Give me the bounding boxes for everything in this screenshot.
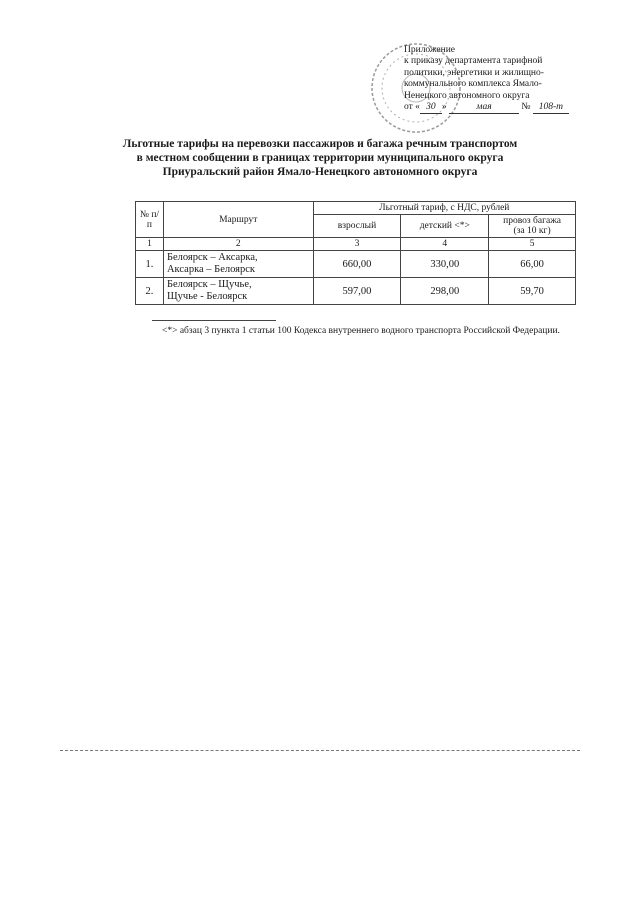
order-number: 108-т	[533, 102, 569, 114]
footnote: <*> абзац 3 пункта 1 статьи 100 Кодекса внутреннего водного транспорта Российской Федерации.	[162, 326, 560, 336]
title-line: Приуральский район Ямало-Ненецкого автономного округа	[162, 166, 478, 178]
header-adult: взрослый	[313, 215, 401, 238]
header-baggage-line1: провоз багажа	[503, 216, 561, 226]
row-adult: 597,00	[313, 278, 401, 305]
header-tariff-group: Льготный тариф, с НДС, рублей	[313, 202, 575, 215]
route-line: Щучье - Белоярск	[166, 291, 248, 302]
col-number: 3	[313, 238, 401, 251]
date-month: мая	[449, 102, 519, 114]
header-route: Маршрут	[163, 202, 313, 238]
date-day: 30	[420, 102, 442, 114]
route-line: Аксарка – Белоярск	[166, 264, 255, 275]
footnote-divider	[152, 320, 276, 321]
col-number: 1	[136, 238, 164, 251]
appendix-line: Приложение	[404, 45, 455, 55]
header-baggage	[489, 215, 576, 238]
appendix-header	[404, 45, 594, 114]
table-row	[136, 278, 576, 305]
route-line: Белоярск – Аксарка,	[166, 252, 258, 263]
table-row	[136, 251, 576, 278]
col-number: 5	[489, 238, 576, 251]
document-title	[100, 137, 540, 179]
column-number-row	[136, 238, 576, 251]
route-line: Белоярск – Щучье,	[166, 279, 252, 290]
date-mid: »	[441, 102, 447, 113]
number-prefix: №	[521, 102, 531, 113]
header-child: детский <*>	[401, 215, 489, 238]
row-num: 1.	[136, 251, 164, 278]
appendix-date-line	[404, 102, 594, 114]
page-bottom-divider	[60, 750, 580, 751]
col-number: 2	[163, 238, 313, 251]
tariff-table	[135, 201, 576, 305]
row-baggage: 66,00	[489, 251, 576, 278]
row-adult: 660,00	[313, 251, 401, 278]
appendix-line: к приказу департамента тарифной	[404, 56, 543, 67]
row-num: 2.	[136, 278, 164, 305]
col-number: 4	[401, 238, 489, 251]
row-baggage: 59,70	[489, 278, 576, 305]
row-child: 298,00	[401, 278, 489, 305]
row-route	[163, 251, 313, 278]
title-line: в местном сообщении в границах территории муниципального округа	[136, 152, 504, 164]
appendix-line: коммунального комплекса Ямало-	[404, 79, 542, 90]
header-num: № п/п	[136, 202, 164, 238]
header-baggage-line2: (за 10 кг)	[513, 226, 551, 236]
title-line: Льготные тарифы на перевозки пассажиров и багажа речным транспортом	[122, 138, 518, 150]
date-prefix: от «	[404, 102, 420, 113]
appendix-line: Ненецкого автономного округа	[404, 90, 530, 101]
appendix-line: политики, энергетики и жилищно-	[404, 67, 544, 78]
row-route	[163, 278, 313, 305]
row-child: 330,00	[401, 251, 489, 278]
